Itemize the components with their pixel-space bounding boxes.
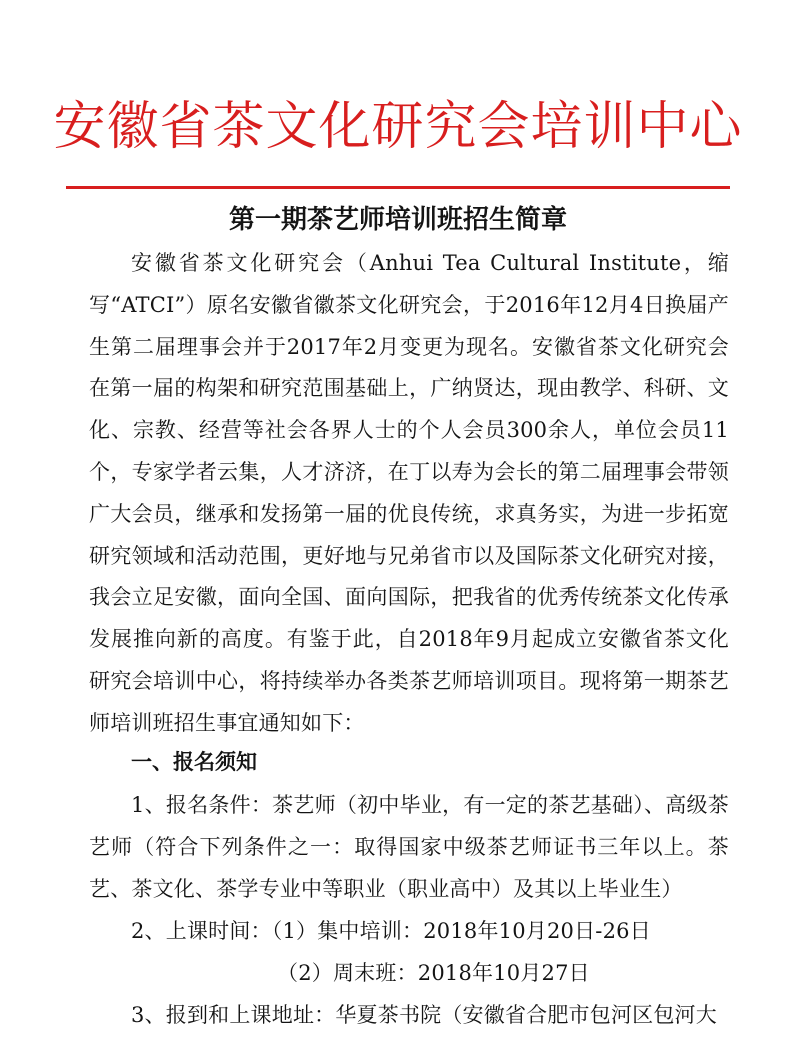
item-address: 3、报到和上课地址：华夏茶书院（安徽省合肥市包河区包河大: [131, 1003, 717, 1027]
section-heading-registration: 一、报名须知: [131, 750, 257, 774]
item-registration-conditions: 1、报名条件：茶艺师（初中毕业，有一定的茶艺基础）、高级茶艺师（符合下列条件之一：取得国家中级茶艺师证书三年以上。茶艺、茶文化、茶学专业中等职业（职业高中）及其以上毕业生）: [89, 793, 729, 901]
intro-paragraph: 安徽省茶文化研究会（Anhui Tea Cultural Institute，缩写“ATCI”）原名安徽省徽茶文化研究会，于2016年12月4日换届产生第二届理事会并于2017年2月变更为现名。安徽省茶文化研究会在第一届的构架和研究范围基础上，广纳贤达，现由教学、科研、文化、宗教、经营等社会各界人士的个人会员300余人，单位会员11个，专家学者云集，人才济济，在丁以寿为会长的第二届理事会带领广大会员，继承和发扬第一届的优良传统，求真务实，为进一步拓宽研究领域和活动范围，更好地与兄弟省市以及国际茶文化研究对接，我会立足安徽，面向全国、面向国际，把我省的优秀传统茶文化传承发展推向新的高度。有鉴于此，自2018年9月起成立安徽省茶文化研究会培训中心，将持续举办各类茶艺师培训项目。现将第一期茶艺师培训班招生事宜通知如下：: [89, 251, 729, 735]
item-class-time: 2、上课时间：（1）集中培训：2018年10月20日-26日: [131, 919, 651, 943]
document-title: 第一期茶艺师培训班招生简章: [228, 205, 567, 235]
header-divider: [66, 186, 730, 189]
item-class-time-weekend: （2）周末班：2018年10月27日: [277, 961, 590, 985]
org-header-title: 安徽省茶文化研究会培训中心: [53, 97, 743, 157]
